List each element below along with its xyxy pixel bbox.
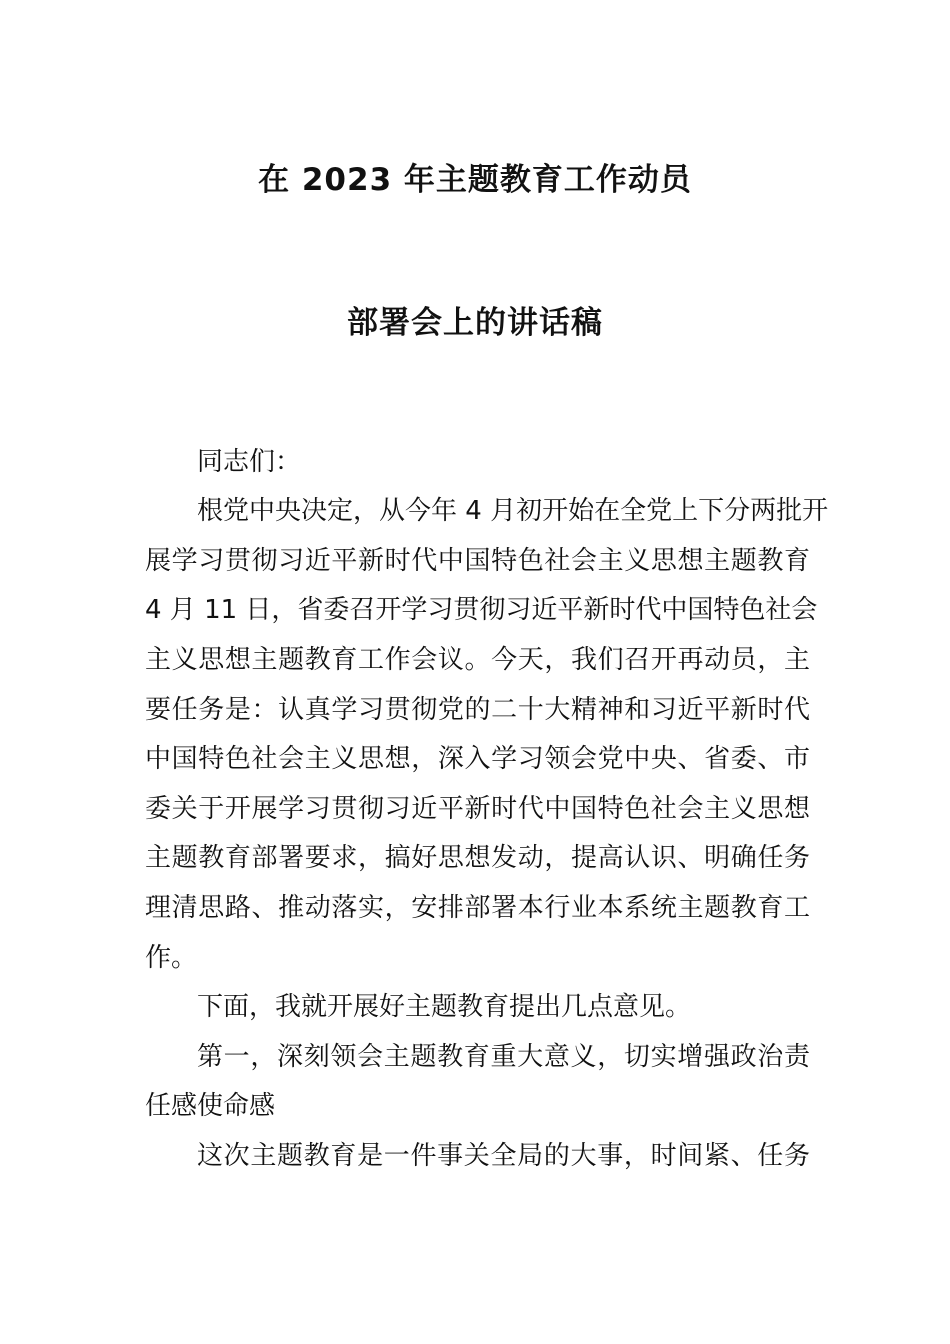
section-heading-line: 第一，深刻领会主题教育重大意义，切实增强政治责 bbox=[197, 1042, 810, 1072]
body-line: 4 月 11 日，省委召开学习贯彻习近平新时代中国特色社会 bbox=[145, 595, 818, 625]
body-line: 根党中央决定，从今年 4 月初开始在全党上下分两批开 bbox=[197, 496, 829, 526]
body-line: 要任务是：认真学习贯彻党的二十大精神和习近平新时代 bbox=[145, 695, 810, 725]
body-line: 主义思想主题教育工作会议。今天，我们召开再动员，主 bbox=[145, 645, 810, 675]
section-heading-line: 任感使命感 bbox=[145, 1091, 276, 1121]
body-line: 主题教育部署要求，搞好思想发动，提高认识、明确任务 bbox=[145, 843, 810, 873]
body-line: 下面，我就开展好主题教育提出几点意见。 bbox=[197, 992, 692, 1022]
body-line: 展学习贯彻习近平新时代中国特色社会主义思想主题教育 bbox=[145, 546, 810, 576]
body-line: 理清思路、推动落实，安排部署本行业本系统主题教育工 bbox=[145, 893, 810, 923]
document-title-line-1: 在 2023 年主题教育工作动员 bbox=[258, 162, 692, 198]
document-title-line-2: 部署会上的讲话稿 bbox=[347, 305, 603, 341]
body-line: 作。 bbox=[145, 943, 198, 973]
salutation: 同志们： bbox=[197, 447, 302, 477]
body-line: 委关于开展学习贯彻习近平新时代中国特色社会主义思想 bbox=[145, 794, 810, 824]
body-line: 中国特色社会主义思想，深入学习领会党中央、省委、市 bbox=[145, 744, 810, 774]
body-line: 这次主题教育是一件事关全局的大事，时间紧、任务 bbox=[197, 1141, 810, 1171]
